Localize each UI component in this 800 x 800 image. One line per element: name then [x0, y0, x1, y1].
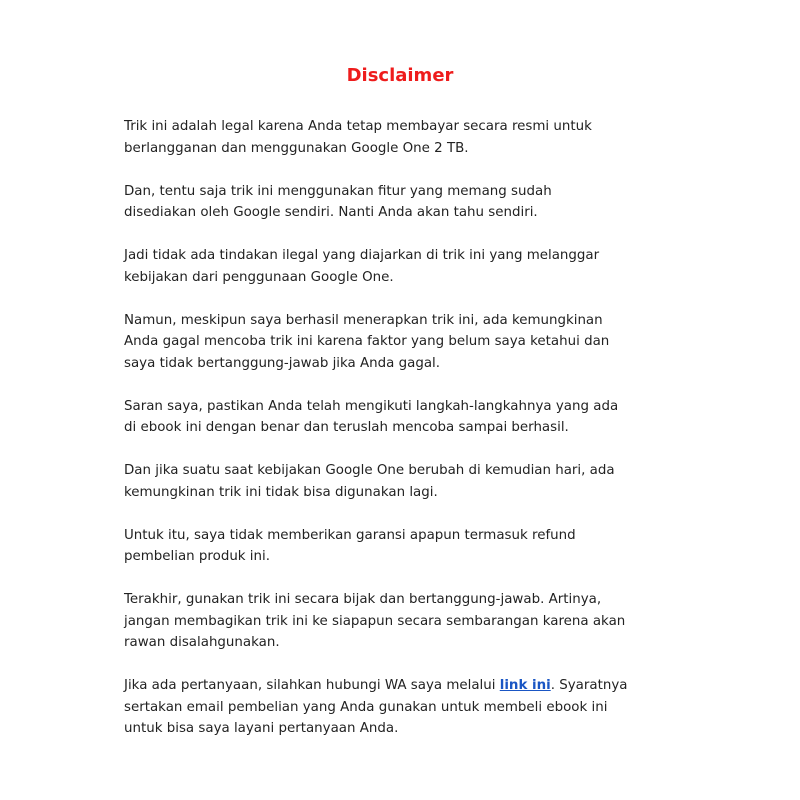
disclaimer-paragraph	[124, 245, 704, 288]
paragraph-line: di ebook ini dengan benar dan teruslah mencoba sampai berhasil.	[124, 420, 569, 435]
paragraph-list	[124, 116, 704, 654]
disclaimer-paragraph	[124, 116, 704, 159]
page-title: Disclaimer	[346, 65, 454, 86]
paragraph-line: Dan jika suatu saat kebijakan Google One berubah di kemudian hari, ada	[124, 463, 615, 478]
paragraph-line: Dan, tentu saja trik ini menggunakan fitur yang memang sudah	[124, 183, 552, 199]
paragraph-line: berlangganan dan menggunakan Google One 2 TB.	[124, 140, 469, 156]
paragraph-line: rawan disalahgunakan.	[124, 635, 280, 650]
disclaimer-paragraph	[124, 460, 704, 503]
paragraph-line: Trik ini adalah legal karena Anda tetap membayar secara resmi untuk	[124, 119, 592, 134]
paragraph-line: Untuk itu, saya tidak memberikan garansi apapun termasuk refund	[124, 527, 576, 543]
paragraph-line: Terakhir, gunakan trik ini secara bijak dan bertanggung-jawab. Artinya,	[124, 592, 602, 607]
contact-line-2: sertakan email pembelian yang Anda gunakan untuk membeli ebook ini	[124, 699, 608, 715]
paragraph-line: kebijakan dari penggunaan Google One.	[124, 269, 394, 285]
paragraph-line: kemungkinan trik ini tidak bisa digunakan lagi.	[124, 484, 438, 500]
contact-text-after-link: . Syaratnya	[550, 678, 628, 693]
paragraph-line: saya tidak bertanggung-jawab jika Anda gagal.	[124, 355, 441, 371]
disclaimer-paragraph	[124, 589, 704, 654]
whatsapp-link[interactable]: link ini	[499, 678, 551, 693]
paragraph-line: disediakan oleh Google sendiri. Nanti Anda akan tahu sendiri.	[124, 205, 538, 220]
disclaimer-paragraph	[124, 310, 704, 375]
contact-paragraph	[124, 675, 704, 740]
contact-line-3: untuk bisa saya layani pertanyaan Anda.	[124, 721, 399, 736]
paragraph-line: Anda gagal mencoba trik ini karena faktor yang belum saya ketahui dan	[124, 334, 610, 349]
disclaimer-body	[124, 116, 704, 761]
paragraph-line: jangan membagikan trik ini ke siapapun secara sembarangan karena akan	[124, 613, 626, 629]
contact-line-1	[124, 675, 704, 697]
paragraph-line: Saran saya, pastikan Anda telah mengikuti langkah-langkahnya yang ada	[124, 398, 619, 414]
paragraph-line: Namun, meskipun saya berhasil menerapkan trik ini, ada kemungkinan	[124, 312, 603, 328]
paragraph-line: pembelian produk ini.	[124, 549, 270, 564]
contact-text-before-link: Jika ada pertanyaan, silahkan hubungi WA saya melalui	[124, 678, 500, 693]
paragraph-line: Jadi tidak ada tindakan ilegal yang diajarkan di trik ini yang melanggar	[124, 248, 600, 263]
disclaimer-paragraph	[124, 525, 704, 568]
disclaimer-paragraph	[124, 396, 704, 439]
disclaimer-paragraph	[124, 181, 704, 224]
